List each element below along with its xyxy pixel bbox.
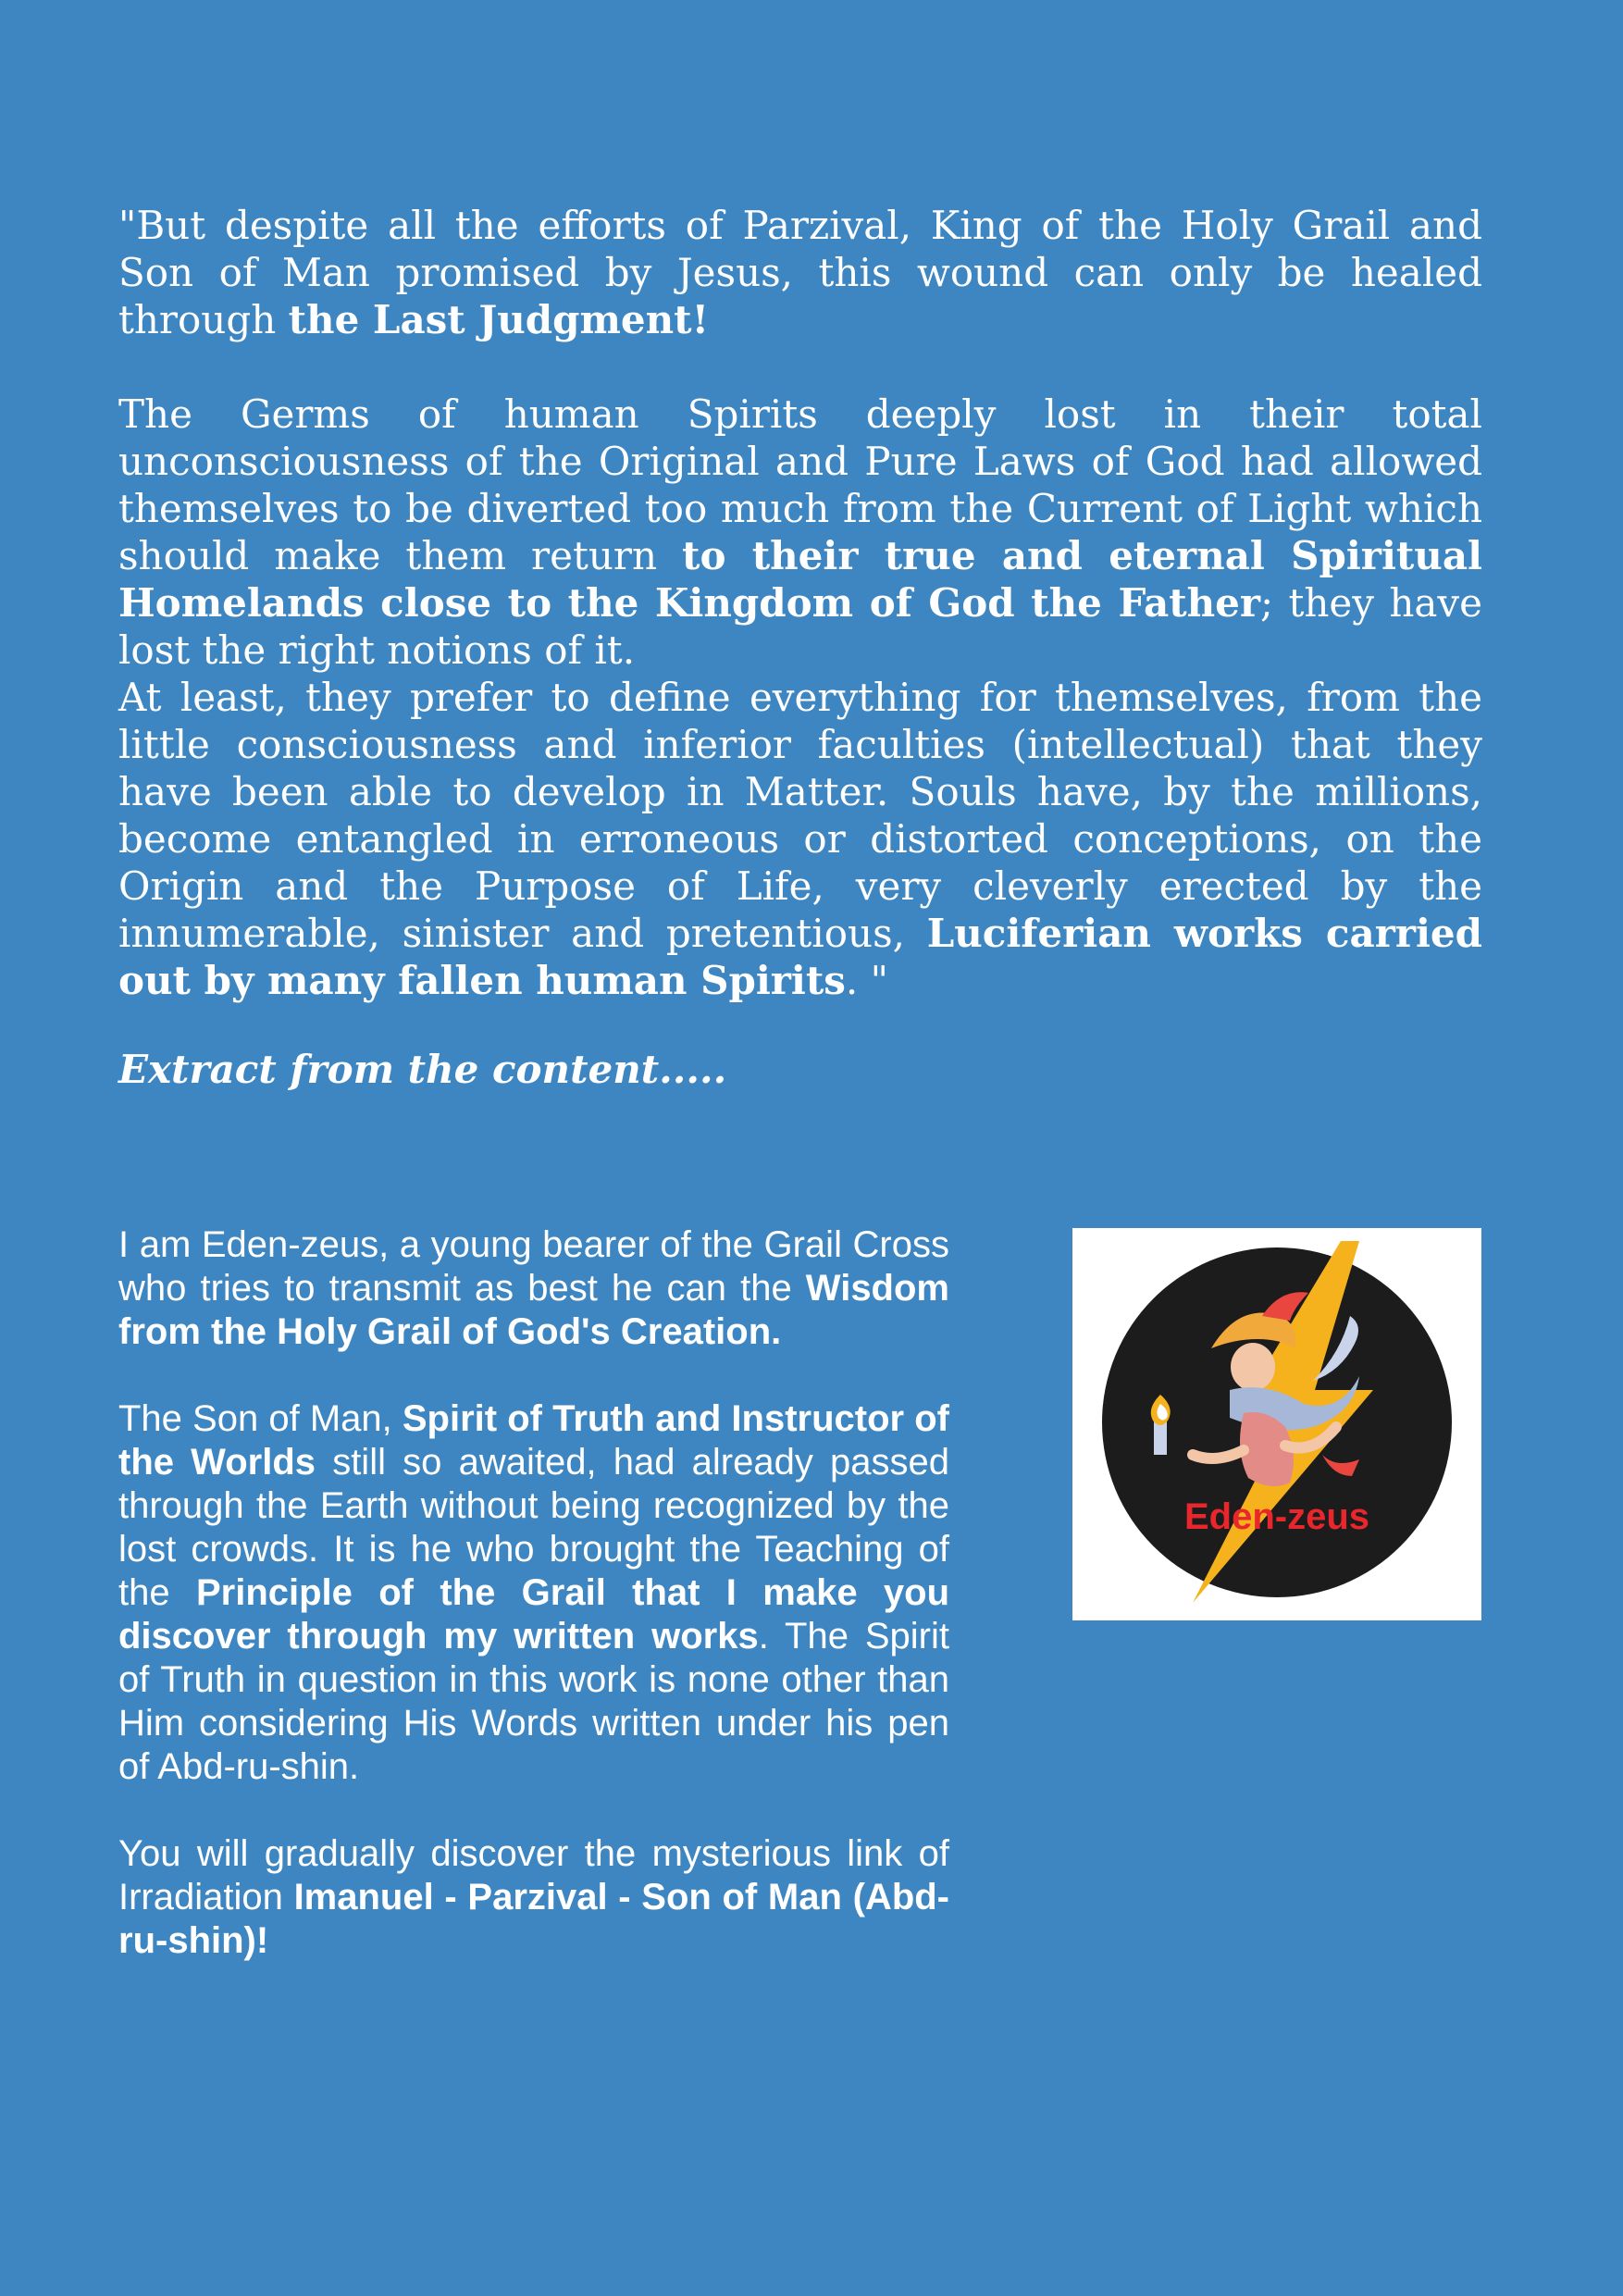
bio-paragraph-1 bbox=[118, 1223, 949, 1354]
extract-label: Extract from the content..... bbox=[118, 1047, 727, 1092]
bio-emphasis: Imanuel - Parzival - Son of Man (Abd-ru-shin)! bbox=[118, 1877, 950, 1961]
logo-card bbox=[1072, 1228, 1481, 1620]
bio-text: . The Spirit of Truth in question in this work is none other than Him considering His Words written under his pen of Abd-ru-shin. bbox=[118, 1616, 949, 1787]
author-bio bbox=[118, 1223, 949, 2006]
bio-text: I am Eden-zeus, a young bearer of the Grail Cross who tries to transmit as best he can the bbox=[118, 1224, 949, 1309]
quote-emphasis: the Last Judgment! bbox=[288, 297, 710, 342]
eden-zeus-logo bbox=[1072, 1228, 1481, 1620]
bio-paragraph-3 bbox=[118, 1832, 949, 1963]
quote-text: At least, they prefer to define everything for themselves, from the little consciousness and inferior faculties (intellectual) that they have been able to develop in Matter. Souls have, by the millions, become entangled in erroneous or distorted conceptions, on the Origin and the Purpose of Life, very cleverly erected by the innumerable, sinister and pretentious, bbox=[118, 675, 1482, 956]
quote-paragraph-2 bbox=[118, 391, 1482, 674]
quote-text: "But despite all the efforts of Parzival, King of the Holy Grail and Son of Man promised by Jesus, this wound can only be healed through bbox=[118, 203, 1482, 342]
bio-paragraph-2 bbox=[118, 1397, 949, 1789]
bio-emphasis: Principle of the Grail that I make you discover through my written works bbox=[118, 1572, 950, 1657]
quote-emphasis: Luciferian works carried out by many fallen human Spirits bbox=[118, 911, 1482, 1003]
quote-block bbox=[118, 202, 1482, 1004]
quote-emphasis: to their true and eternal Spiritual Homelands close to the Kingdom of God the Father bbox=[118, 533, 1482, 626]
quote-text: . " bbox=[845, 958, 888, 1003]
quote-paragraph-1 bbox=[118, 202, 1482, 343]
bio-emphasis: Spirit of Truth and Instructor of the Worlds bbox=[118, 1398, 949, 1483]
bio-text: still so awaited, had already passed through the Earth without being recognized by the lost crowds. It is he who brought the Teaching of the bbox=[118, 1442, 950, 1613]
bio-emphasis: Wisdom from the Holy Grail of God's Creation. bbox=[118, 1268, 949, 1352]
quote-text: The Germs of human Spirits deeply lost in their total unconsciousness of the Original and Pure Laws of God had allowed themselves to be diverted too much from the Current of Light which should make them return bbox=[118, 391, 1482, 578]
bio-text: The Son of Man, bbox=[118, 1398, 403, 1439]
logo-text: Eden-zeus bbox=[1183, 1496, 1370, 1537]
quote-text: ; they have lost the right notions of it. bbox=[118, 580, 1482, 673]
quote-paragraph-3 bbox=[118, 674, 1482, 1004]
bio-text: You will gradually discover the mysterious link of Irradiation bbox=[118, 1833, 949, 1917]
